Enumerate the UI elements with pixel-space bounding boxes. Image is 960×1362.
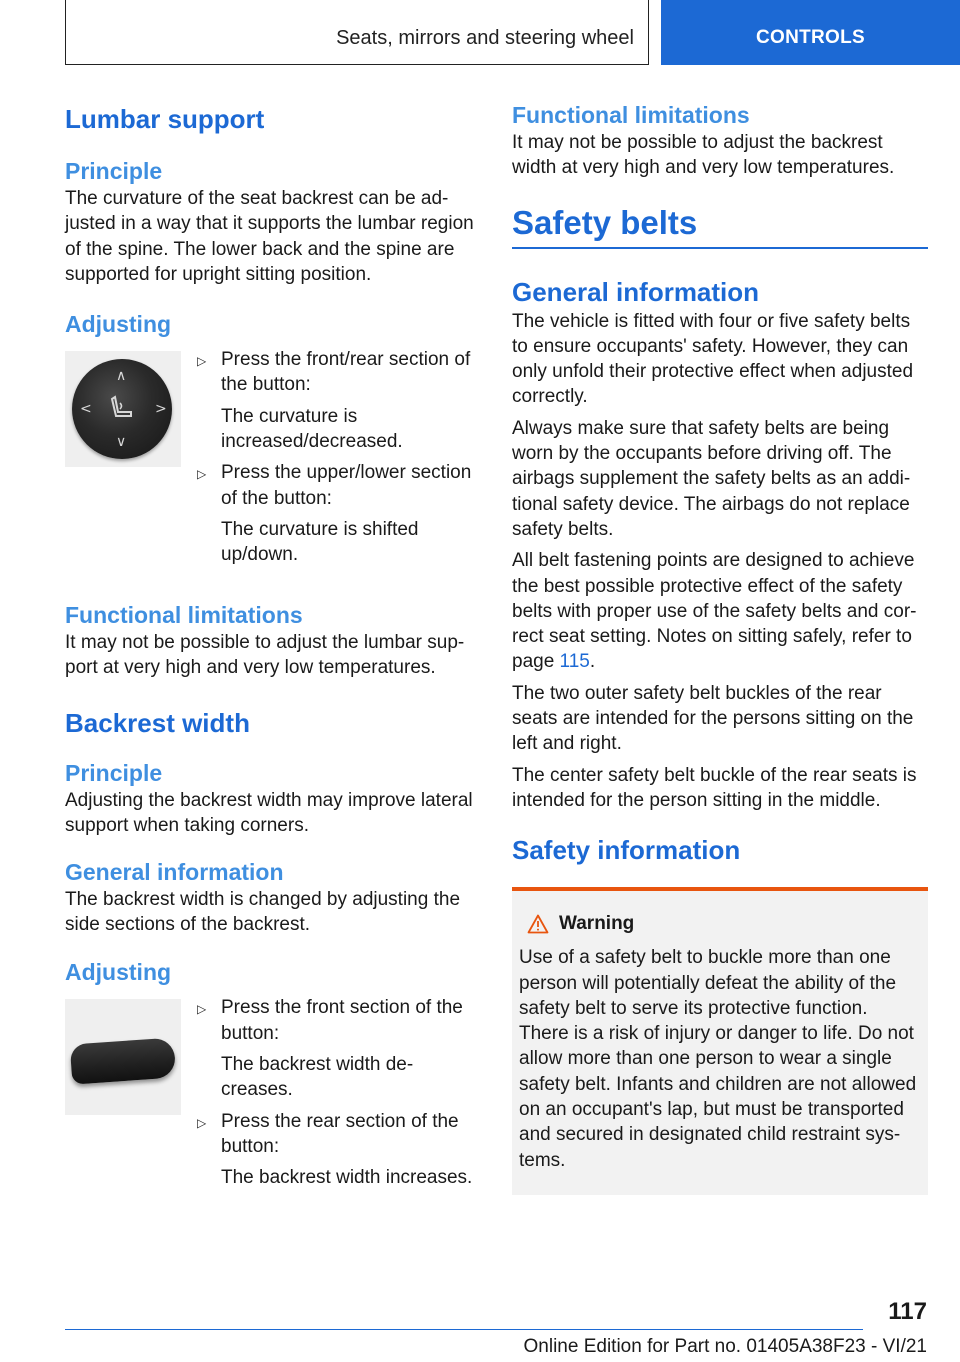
footer-divider (65, 1329, 863, 1330)
chevron-up-icon: ∧ (116, 368, 127, 385)
lumbar-principle-heading: Principle (65, 158, 163, 184)
lumbar-limitations-text: It may not be possible to adjust the lumbar sup-port at very high and very low temperatures. (65, 631, 465, 678)
lumbar-limitations-heading: Functional limitations (65, 601, 303, 628)
step-result: The curvature is increased/decreased. (221, 405, 403, 453)
step-action: Press the upper/lower section of the button: (221, 462, 472, 509)
chevron-down-icon: ∨ (116, 434, 127, 451)
belts-general-p5: The center safety belt buckle of the rear seats is intended for the person sitting in the middle. (512, 764, 917, 811)
left-column (65, 100, 477, 1196)
lumbar-button-image (65, 351, 181, 467)
chevron-left-icon: < (80, 401, 92, 418)
belts-general-p3-suffix: . (589, 651, 596, 673)
page-number: 117 (888, 1298, 927, 1325)
warning-box (512, 887, 928, 1195)
belts-general-p1: The vehicle is fitted with four or five safety belts to ensure occupants' safety. However, they can only unfold their protective effect when adjusted correctly. (512, 310, 914, 408)
backrest-width-heading: Backrest width (65, 708, 250, 739)
list-item (197, 995, 477, 1108)
list-item (197, 347, 477, 460)
safety-information-heading: Safety information (512, 835, 741, 866)
lumbar-support-heading: Lumbar support (65, 104, 265, 134)
backrest-limitations-text: It may not be possible to adjust the backrest width at very high and very low temperatures. (512, 132, 895, 179)
step-action: Press the rear section of the button: (221, 1110, 459, 1157)
triangle-bullet-icon: ▷ (197, 1002, 207, 1017)
list-item (197, 460, 477, 573)
belts-general-heading: General information (512, 276, 760, 307)
page-reference-link[interactable]: 115 (559, 651, 590, 673)
triangle-bullet-icon: ▷ (197, 467, 207, 482)
warning-triangle-icon (527, 914, 549, 934)
safety-belts-heading: Safety belts (512, 203, 928, 249)
step-result: The backrest width increases. (221, 1167, 473, 1189)
backrest-rocker-button (70, 1038, 177, 1085)
warning-header (527, 913, 920, 935)
lumbar-principle-text: The curvature of the seat backrest can be ad-justed in a way that it supports the lumbar region of the spine. The lower back and the spine are supported for upright sitting position. (65, 188, 474, 285)
warning-label: Warning (559, 913, 635, 935)
backrest-principle-heading: Principle (65, 760, 163, 787)
lumbar-adjust-block (65, 347, 477, 573)
step-result: The curvature is shifted up/down. (221, 518, 419, 566)
triangle-bullet-icon: ▷ (197, 354, 207, 369)
backrest-button-image (65, 999, 181, 1115)
section-title-text: Seats, mirrors and steering wheel (336, 26, 634, 49)
chevron-right-icon: > (155, 401, 167, 418)
backrest-principle-text: Adjusting the backrest width may improve lateral support when taking corners. (65, 790, 473, 837)
step-action: Press the front/rear section of the button: (221, 349, 471, 396)
backrest-general-heading: General information (65, 858, 284, 885)
seat-icon (109, 394, 135, 424)
triangle-bullet-icon: ▷ (197, 1115, 207, 1130)
header-section-title (65, 0, 649, 65)
lumbar-steps (197, 347, 477, 573)
header-chapter-tab[interactable] (661, 0, 960, 65)
step-result: The backrest width de-creases. (221, 1053, 414, 1101)
backrest-adjusting-heading: Adjusting (65, 959, 172, 986)
backrest-adjust-block (65, 995, 477, 1196)
backrest-limitations-heading: Functional limitations (512, 102, 750, 128)
belts-general-p3 (512, 548, 928, 674)
warning-text: Use of a safety belt to buckle more than one person will potentially defeat the ability of the safety belt to serve its protective function. There is a risk of injury or danger to life. Do not allow more than one person to wear a single safety belt. Infants and children are not allowed on an occupant's lap, but must be transported and secured in designated child restraint sys-tems. (519, 947, 917, 1171)
belts-general-p3-prefix: All belt fastening points are designed to achieve the best possible protective effect of the safety belts with proper use of the safety belts and cor-rect seat setting. Notes on sitting safely, refer to page (512, 550, 917, 673)
belts-general-p2: Always make sure that safety belts are being worn by the occupants before driving off. The airbags supplement the safety belts as an addi-tional safety device. The airbags do not replace safety belts. (512, 417, 911, 540)
lumbar-adjusting-heading: Adjusting (65, 311, 172, 338)
lumbar-knob (72, 359, 172, 459)
edition-text: Online Edition for Part no. 01405A38F23 - VI/21 (523, 1336, 927, 1357)
chapter-label: CONTROLS (755, 26, 865, 48)
list-item (197, 1109, 477, 1197)
right-column (512, 100, 928, 1195)
backrest-general-text: The backrest width is changed by adjusting the side sections of the backrest. (65, 888, 461, 936)
step-action: Press the front section of the button: (221, 997, 463, 1044)
backrest-steps (197, 995, 477, 1196)
belts-general-p4: The two outer safety belt buckles of the rear seats are intended for the persons sitting on the left and right. (512, 682, 914, 755)
